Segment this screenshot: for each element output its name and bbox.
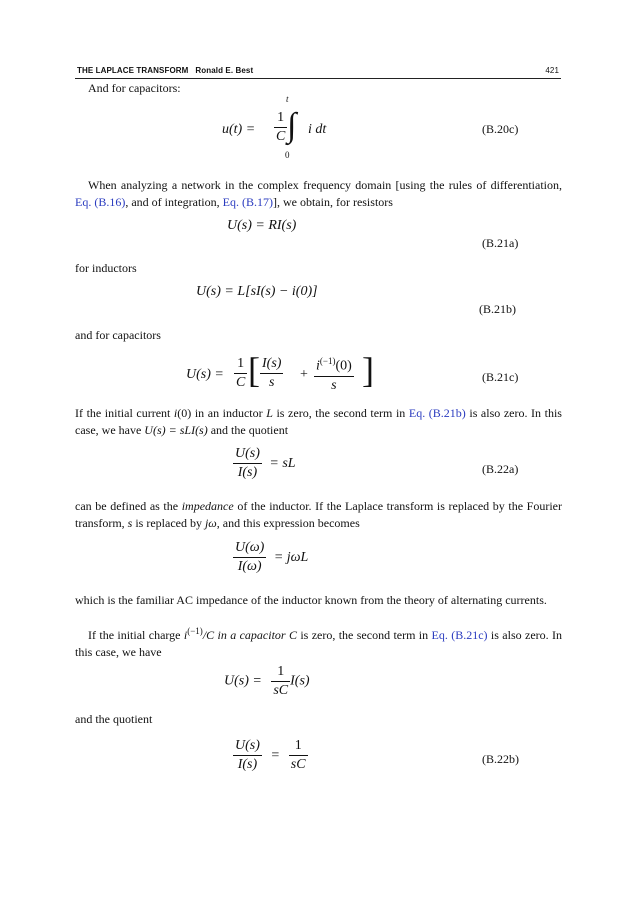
impedance-paragraph: can be defined as the impedance of the inductor. If the Laplace transform is replaced by the Fourier transform, s is replaced by jω, and this expression becomes bbox=[75, 499, 562, 530]
equation-b21c bbox=[186, 350, 374, 394]
for-inductors-text: for inductors bbox=[75, 261, 137, 275]
initial-charge-paragraph: If the initial charge $i^{(-1)}/C$ in a capacitor C is zero, the second term in Eq. (B.21c) is also zero. In this case, we have bbox=[75, 626, 563, 659]
eq-cap-fraction: $\frac{1}{sC}$ bbox=[273, 664, 289, 698]
eq-b22a-fraction: $\frac{U(s)}{I(s)}$ bbox=[235, 446, 260, 480]
eq-cap-rhs: I(s) bbox=[290, 673, 310, 689]
eq-b22b-right-fraction: $\frac{1}{sC}$ bbox=[290, 738, 306, 772]
eq-b21c-plus: + bbox=[300, 367, 308, 382]
capacitors-intro: And for capacitors: bbox=[88, 81, 181, 95]
left-bracket: [ bbox=[248, 350, 260, 390]
eq-b20c-lower-limit: 0 bbox=[285, 150, 290, 160]
eq-number-b22b: (B.22b) bbox=[482, 752, 519, 766]
analysis-paragraph: When analyzing a network in the complex frequency domain [using the rules of differentiation, Eq. (B.16), and of integration, Eq. (B.17)], we obtain, for resistors bbox=[75, 178, 562, 209]
eq-b22b-equals: = bbox=[271, 747, 280, 763]
page-number: 421 bbox=[545, 66, 559, 75]
eq-fourier-fraction: $\frac{U(\omega)}{I(\omega)}$ bbox=[235, 540, 265, 574]
eq-cap-lhs: U(s) = bbox=[224, 673, 262, 689]
and-for-capacitors-text: and for capacitors bbox=[75, 328, 161, 342]
header-title: THE LAPLACE TRANSFORM Ronald E. Best bbox=[77, 66, 254, 75]
eq-b21c-lhs: U(s) = bbox=[186, 367, 224, 382]
right-bracket: ] bbox=[362, 350, 374, 390]
integral-sign: ∫ bbox=[287, 107, 297, 144]
equation-b22b bbox=[233, 738, 308, 773]
and-the-quotient-text: and the quotient bbox=[75, 712, 153, 726]
link-eq-b17[interactable]: Eq. (B.17) bbox=[222, 194, 273, 209]
eq-b22a-rhs: = sL bbox=[269, 455, 296, 471]
eq-number-b21b: (B.21b) bbox=[479, 302, 516, 316]
running-header bbox=[75, 64, 561, 79]
equation-b21a: U(s) = RI(s) bbox=[227, 218, 297, 233]
eq-fourier-rhs: = jωL bbox=[273, 549, 309, 565]
link-eq-b21b[interactable]: Eq. (B.21b) bbox=[408, 406, 466, 420]
eq-b20c-integrand: i dt bbox=[308, 122, 327, 137]
eq-number-b21a: (B.21a) bbox=[482, 236, 519, 250]
equation-b22a bbox=[233, 446, 296, 481]
eq-b21c-term1: $\frac{I(s)}{s}$ bbox=[262, 356, 282, 390]
eq-b20c-lhs: u(t) = bbox=[222, 122, 256, 137]
link-eq-b16[interactable]: Eq. (B.16) bbox=[75, 194, 126, 209]
equation-fourier bbox=[233, 540, 308, 575]
eq-number-b20c: (B.20c) bbox=[482, 122, 519, 136]
eq-b22b-left-fraction: $\frac{U(s)}{I(s)}$ bbox=[235, 738, 260, 772]
eq-b21c-prefactor: $\frac{1}{C}$ bbox=[236, 356, 246, 390]
equation-capacitor-u bbox=[224, 664, 310, 699]
eq-b21c-term2: $\frac{i^{(-1)}(0)}{s}$ bbox=[316, 356, 352, 393]
eq-b20c-upper-limit: t bbox=[286, 94, 289, 104]
eq-number-b21c: (B.21c) bbox=[482, 370, 519, 384]
link-eq-b21c[interactable]: Eq. (B.21c) bbox=[431, 628, 488, 642]
familiar-ac-paragraph: which is the familiar AC impedance of the inductor known from the theory of alternating currents. bbox=[75, 593, 547, 607]
eq-number-b22a: (B.22a) bbox=[482, 462, 519, 476]
equation-b21b: U(s) = L[sI(s) − i(0)] bbox=[196, 284, 318, 299]
initial-current-paragraph: If the initial current i(0) in an inductor L is zero, the second term in Eq. (B.21b) is also zero. In this case, we have U(s) = sLI(s) and the quotient bbox=[75, 406, 562, 437]
eq-b20c-fraction: $\frac{1}{C}$ bbox=[276, 110, 286, 144]
